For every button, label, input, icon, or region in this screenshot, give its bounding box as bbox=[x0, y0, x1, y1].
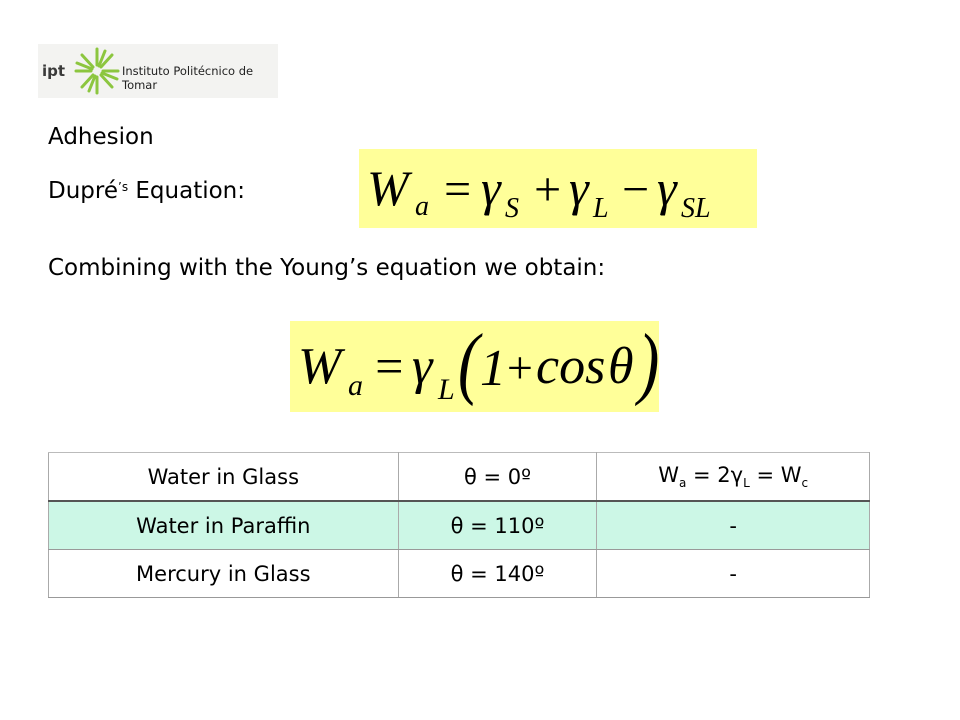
work-subscript-a: a bbox=[679, 476, 687, 491]
svg-text:W: W bbox=[367, 160, 409, 216]
svg-text:=: = bbox=[372, 338, 406, 394]
svg-text:L: L bbox=[593, 193, 609, 224]
logo-abbreviation: ipt bbox=[42, 62, 66, 80]
work-symbol: W bbox=[658, 462, 679, 487]
logo-burst-icon bbox=[74, 46, 120, 96]
svg-text:a: a bbox=[415, 191, 429, 222]
svg-text:=: = bbox=[441, 163, 474, 216]
dupre-suffix: Equation: bbox=[128, 178, 245, 204]
table-row bbox=[49, 453, 870, 502]
svg-text:SL: SL bbox=[681, 193, 711, 224]
table-cell-work bbox=[597, 453, 870, 502]
table-cell-case: Water in Paraffin bbox=[49, 501, 399, 550]
young-dupre-equation-formula bbox=[290, 321, 659, 412]
dupre-name: Dupré bbox=[48, 178, 118, 204]
table-cell-case: Water in Glass bbox=[49, 453, 399, 502]
logo-institute-name: Instituto Politécnico de Tomar bbox=[122, 64, 254, 92]
svg-text:S: S bbox=[505, 193, 519, 224]
contact-angle-table bbox=[48, 452, 870, 598]
svg-text:(: ( bbox=[458, 321, 480, 407]
svg-text:L: L bbox=[438, 373, 455, 406]
work-equals-2: = W bbox=[749, 462, 802, 487]
svg-text:+: + bbox=[531, 163, 564, 216]
svg-text:W: W bbox=[298, 338, 342, 395]
svg-text:1: 1 bbox=[480, 340, 506, 397]
work-subscript-l: L bbox=[743, 476, 750, 491]
work-equals: = 2γ bbox=[686, 462, 744, 487]
table-cell-angle: θ = 140º bbox=[398, 550, 597, 598]
young-dupre-equation bbox=[290, 321, 659, 412]
dupre-equation-label bbox=[48, 178, 245, 204]
dupre-equation-formula bbox=[359, 149, 757, 228]
table-cell-work: - bbox=[597, 501, 870, 550]
table-cell-case: Mercury in Glass bbox=[49, 550, 399, 598]
dupre-superscript: ’s bbox=[118, 180, 129, 194]
svg-text:+: + bbox=[504, 342, 536, 393]
combining-text: Combining with the Young’s equation we obtain: bbox=[48, 255, 606, 281]
svg-text:γ: γ bbox=[569, 160, 589, 216]
table-row bbox=[49, 550, 870, 598]
work-subscript-c: c bbox=[801, 476, 809, 491]
table-cell-angle: θ = 110º bbox=[398, 501, 597, 550]
table-cell-angle: θ = 0º bbox=[398, 453, 597, 502]
institute-logo bbox=[38, 44, 278, 98]
dupre-equation bbox=[359, 149, 757, 228]
svg-text:cos: cos bbox=[536, 338, 606, 395]
table-row bbox=[49, 501, 870, 550]
svg-text:): ) bbox=[638, 321, 659, 407]
section-heading: Adhesion bbox=[48, 124, 154, 150]
table-cell-work: - bbox=[597, 550, 870, 598]
svg-text:θ: θ bbox=[608, 338, 634, 395]
svg-text:−: − bbox=[619, 163, 652, 216]
svg-text:γ: γ bbox=[481, 160, 501, 216]
svg-text:γ: γ bbox=[657, 160, 677, 216]
svg-text:a: a bbox=[348, 369, 363, 402]
svg-text:γ: γ bbox=[412, 338, 433, 395]
